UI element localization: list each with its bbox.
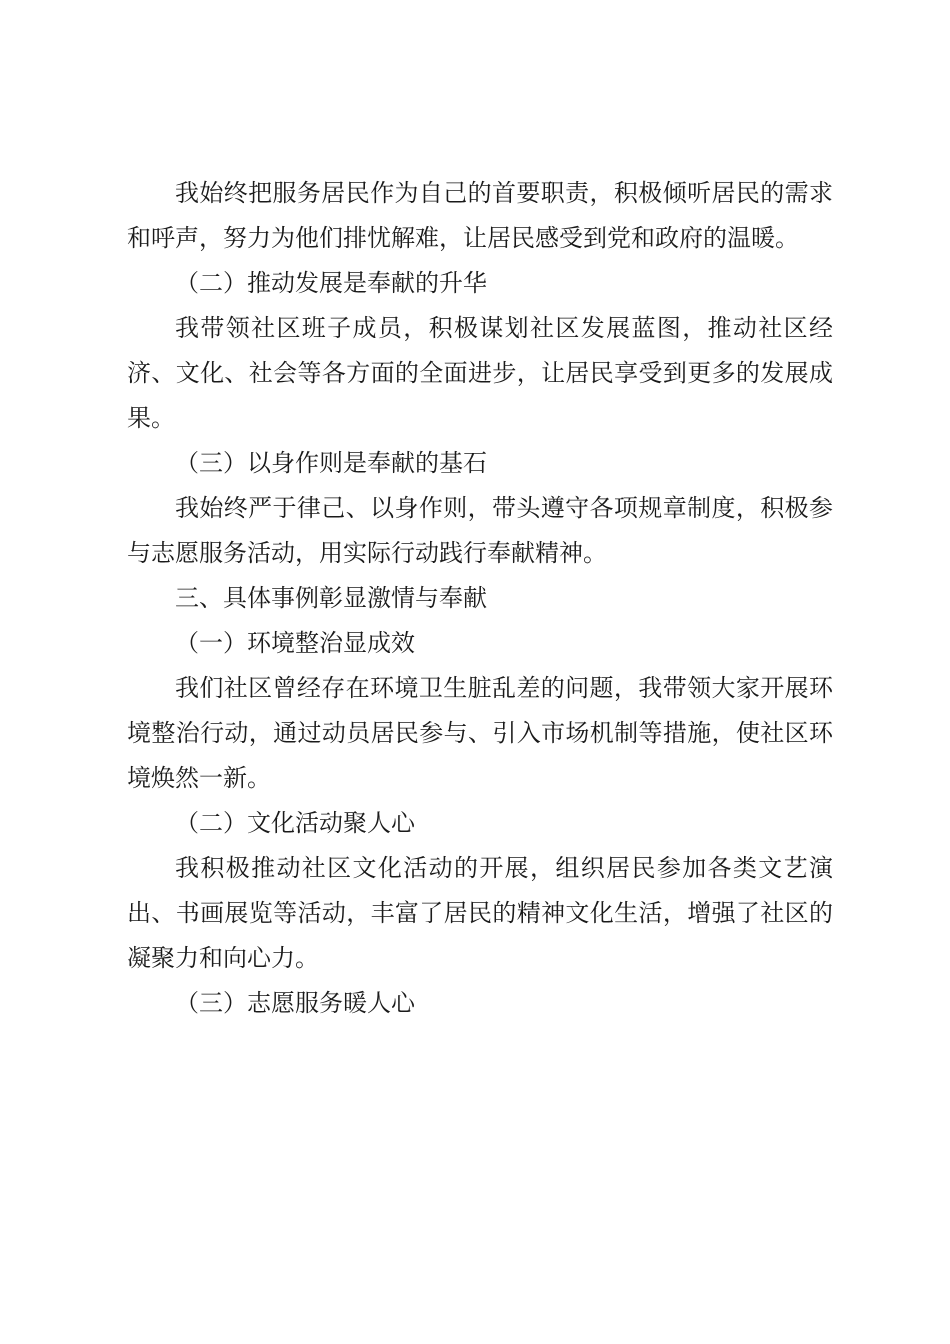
heading-culture: （二）文化活动聚人心 (175, 809, 415, 837)
paragraph-serve-residents: 我始终把服务居民作为自己的首要职责，积极倾听居民的需求和呼声，努力为他们排忧解难，让居民感受到党和政府的温暖。 (127, 179, 833, 252)
heading-lead-by-example: （三）以身作则是奉献的基石 (175, 449, 487, 477)
paragraph-self-discipline: 我始终严于律己、以身作则，带头遵守各项规章制度，积极参与志愿服务活动，用实际行动践行奉献精神。 (127, 494, 833, 567)
heading-environment: （一）环境整治显成效 (175, 629, 415, 657)
paragraph-environment: 我们社区曾经存在环境卫生脏乱差的问题，我带领大家开展环境整治行动，通过动员居民参与、引入市场机制等措施，使社区环境焕然一新。 (127, 674, 833, 792)
document-body (127, 171, 833, 1026)
heading-section-three: 三、具体事例彰显激情与奉献 (175, 584, 487, 612)
heading-volunteer: （三）志愿服务暖人心 (175, 989, 415, 1017)
paragraph-culture: 我积极推动社区文化活动的开展，组织居民参加各类文艺演出、书画展览等活动，丰富了居民的精神文化生活，增强了社区的凝聚力和向心力。 (127, 854, 833, 972)
paragraph-lead-team: 我带领社区班子成员，积极谋划社区发展蓝图，推动社区经济、文化、社会等各方面的全面进步，让居民享受到更多的发展成果。 (127, 314, 833, 432)
heading-promote-development: （二）推动发展是奉献的升华 (175, 269, 487, 297)
